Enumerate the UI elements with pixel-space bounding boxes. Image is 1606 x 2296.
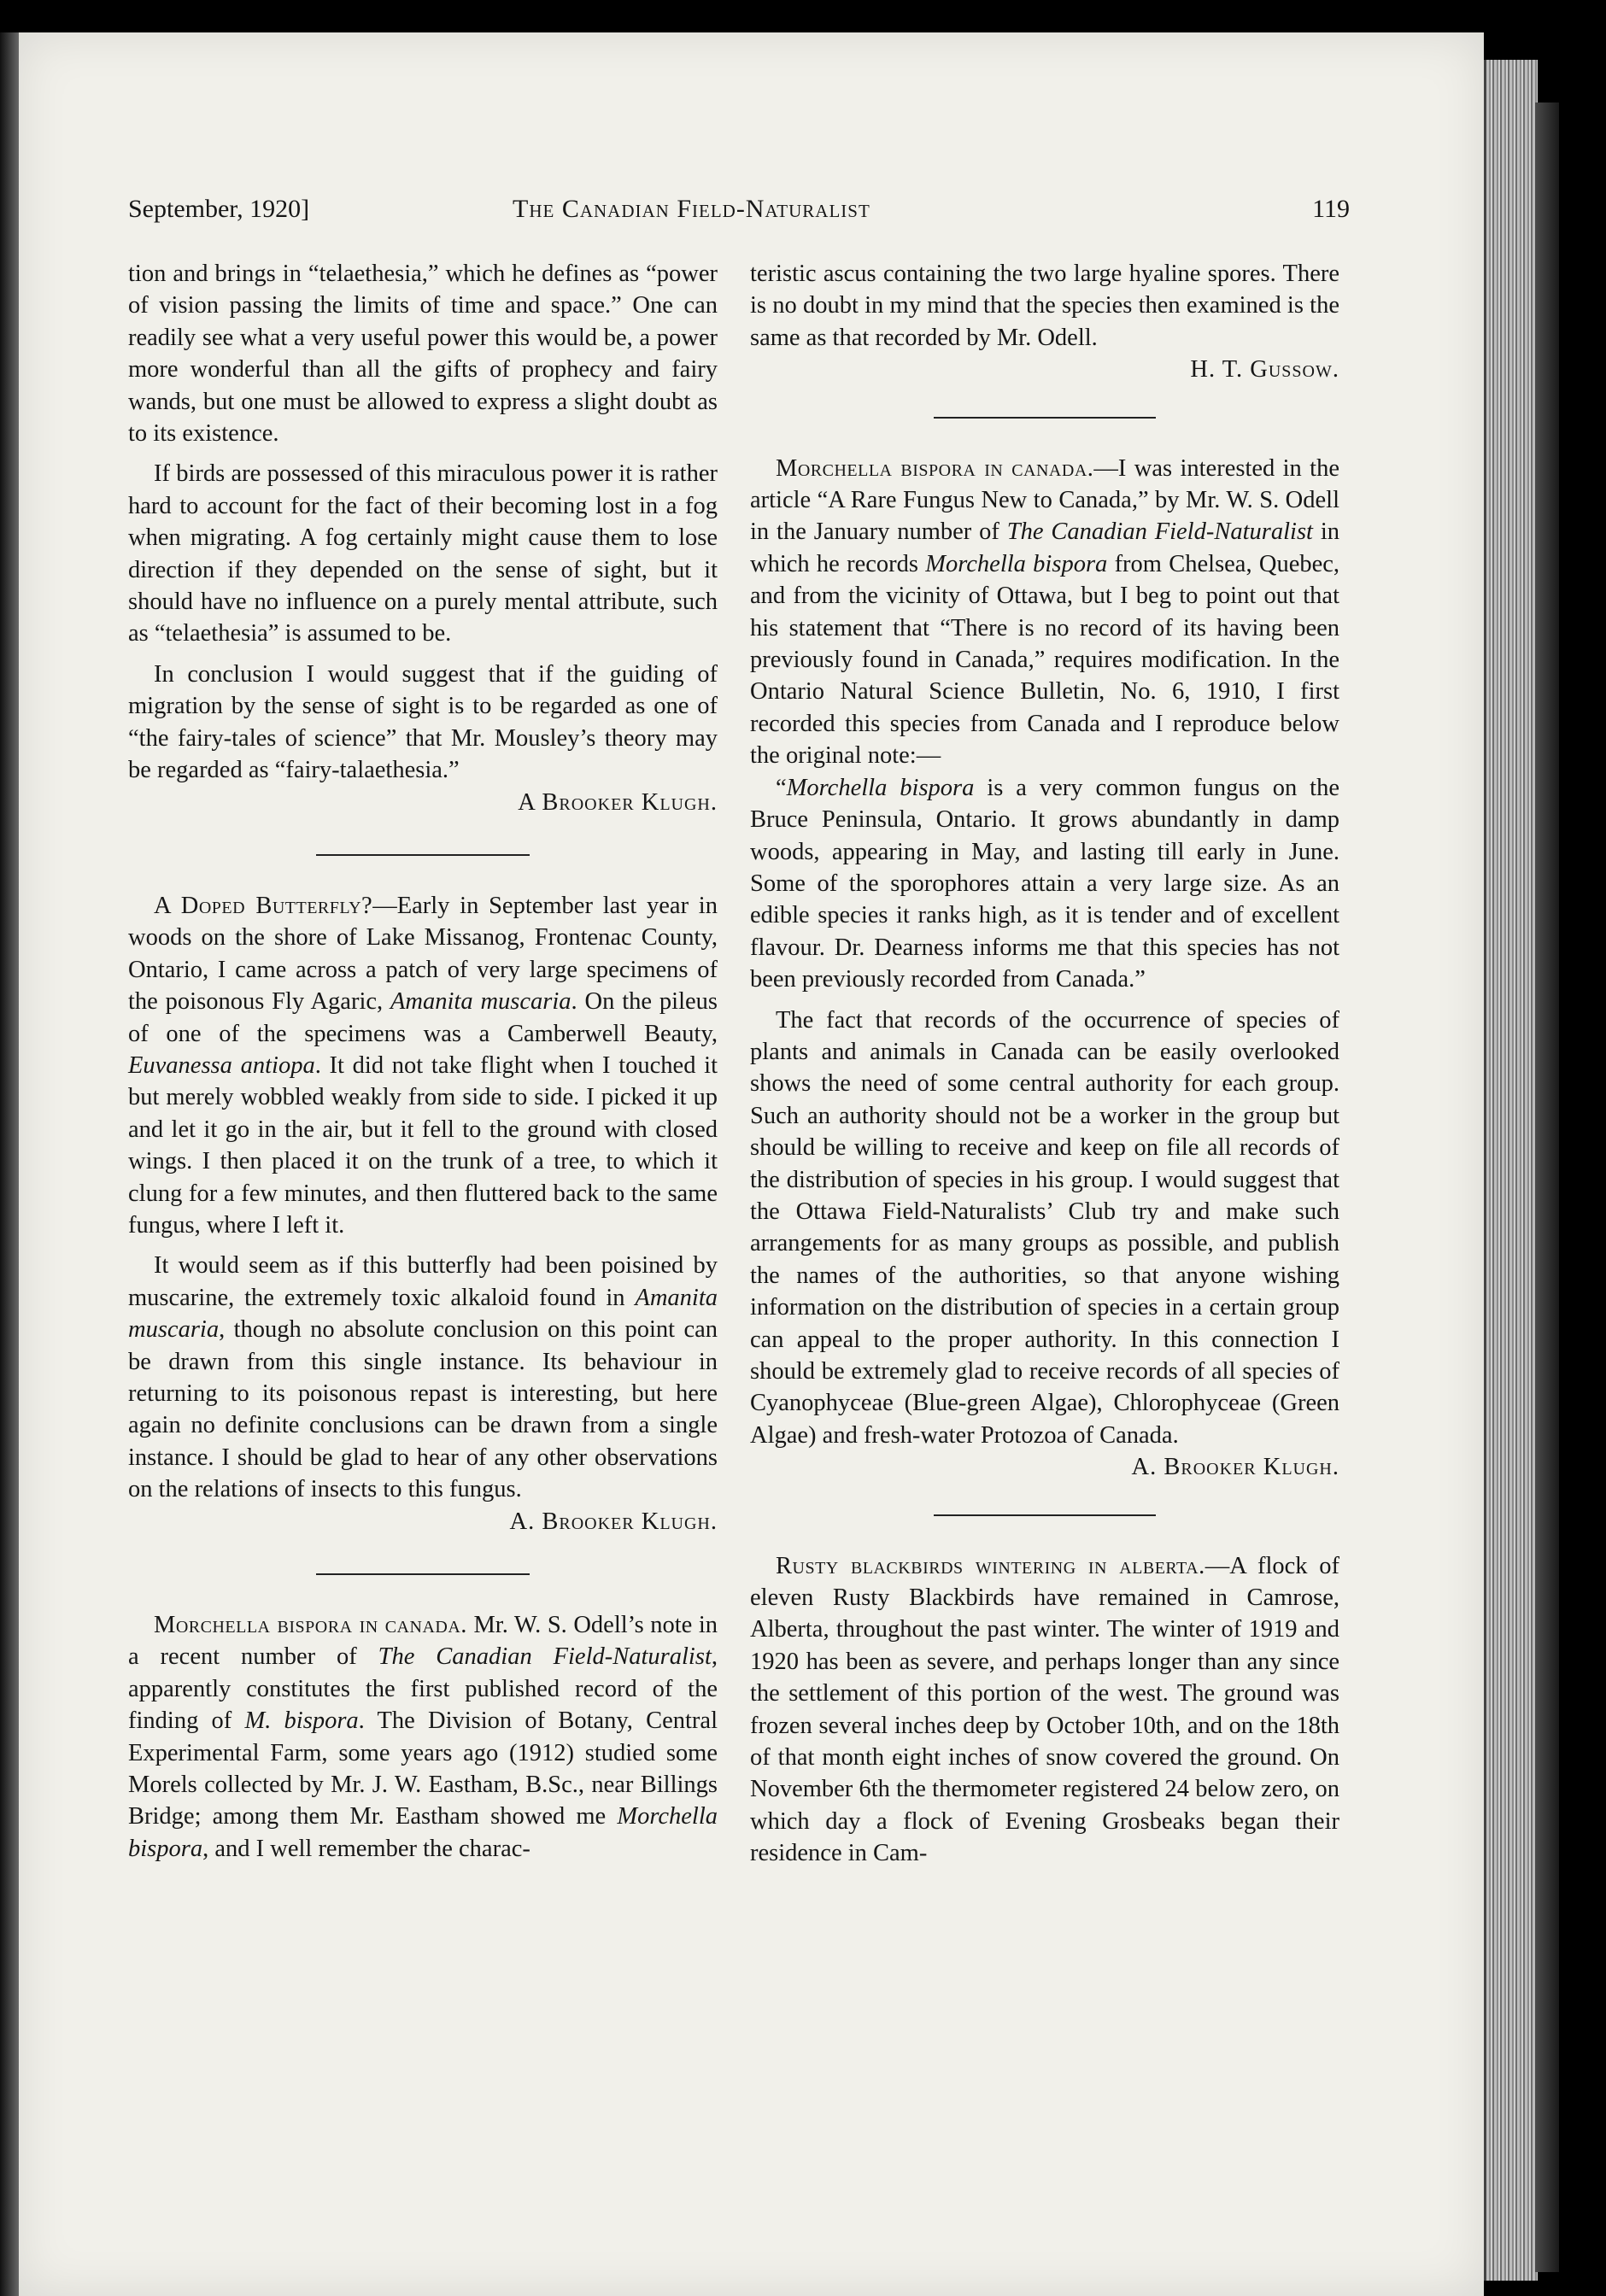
text-run: . It did not take flight when I touched it but merely wobbled weakly from side to side. I picked it up and let it go in the air, but it fell to the ground with closed wings. I then placed it on the trunk of a tree, to which it clung for a few minutes, and then fluttered back to the same fungus, where I left it. — [128, 1051, 718, 1239]
left-column — [128, 258, 718, 1865]
text-run: . On the pileus of one of the specimens was a Camberwell Beauty, — [128, 988, 718, 1047]
species-name: Morchella bispora — [786, 774, 975, 801]
paragraph: tion and brings in “telaethesia,” which he defines as “power of vision passing the limits of time and space.” One can readily see what a very useful power this would be, a power more wonderful than all the gifts of prophecy and fairy wands, but one must be allowed to express a slight doubt as to its existence. — [128, 261, 718, 448]
article-title: Morchella bispora in canada. — [154, 1612, 467, 1639]
species-name: Amanita muscaria — [128, 1284, 718, 1344]
text-run: —Early in September last year in woods on the shore of Lake Missanog, Frontenac County, Ontario, I came across a patch of very large specimens of the poisonous Fly Agaric, — [128, 892, 718, 1016]
header-date: September, 1920] — [128, 195, 310, 223]
page-stack-edge — [1484, 60, 1538, 2281]
section-divider — [316, 1573, 530, 1575]
article-title: A Doped Butterfly? — [154, 892, 373, 919]
signature: A Brooker Klugh. — [518, 788, 718, 816]
text-run: is a very common fungus on the Bruce Peninsula, Ontario. It grows abundantly in damp woods, appearing in May, and lasting till early in June. Some of the sporophores attain a very large size. As an edible species it ranks high, as it is tender and of excellent flavour. Dr. Dearness informs me that this species has not been previously recorded from Canada.” — [750, 774, 1339, 993]
signature: A. Brooker Klugh. — [1131, 1454, 1339, 1481]
species-name: Euvanessa antiopa — [128, 1051, 315, 1079]
text-run: “ — [776, 774, 787, 801]
article-rusty-blackbirds — [750, 1550, 1339, 1870]
section-divider — [316, 854, 530, 856]
species-name: Morchella bispora — [925, 550, 1108, 577]
header-page-number: 119 — [1312, 195, 1350, 223]
header-journal-title: The Canadian Field-Naturalist — [513, 195, 870, 223]
journal-name: The Canadian Field-Naturalist — [1006, 518, 1313, 546]
text-run: . The Division of Botany, Central Experimental Farm, some years ago (1912) studied some Morels collected by Mr. J. W. Eastham, B.Sc., near Billings Bridge; among them Mr. Eastham showed me — [128, 1707, 718, 1830]
paragraph: In conclusion I would suggest that if the guiding of migration by the sense of sight is to be regarded as one of “the fairy-tales of science” that Mr. Mousley’s theory may be regarded as “fairy-talaethesia.” — [128, 660, 718, 784]
article-title: Morchella bispora in canada. — [776, 454, 1094, 482]
signature: H. T. Gussow. — [1190, 356, 1339, 384]
text-run: —A flock of eleven Rusty Blackbirds have remained in Camrose, Alberta, throughout the past winter. The winter of 1919 and 1920 has been as severe, and perhaps longer than any since the settlement of this portion of the west. The ground was frozen several inches deep by October 10th, and on the 18th of that month eight inches of snow covered the ground. On November 6th the thermometer registered 24 below zero, on which day a flock of Evening Grosbeaks began their residence in Cam- — [750, 1552, 1339, 1867]
article-morchella-odell — [128, 1609, 718, 1865]
paragraph: If birds are possessed of this miraculous power it is rather hard to account for the fact of their becoming lost in a fog when migrating. A fog certainly might cause them to lose direction if they depended on the sense of sight, but it should have no influence on a purely mental attribute, such as “telaethesia” is assumed to be. — [128, 460, 718, 647]
section-divider — [934, 1514, 1156, 1516]
species-name: Amanita muscaria — [390, 988, 571, 1016]
text-run: , apparently constitutes the first published record of the finding of — [128, 1643, 718, 1735]
species-name: M. bispora — [244, 1707, 359, 1735]
journal-name: The Canadian Field-Naturalist — [378, 1643, 712, 1671]
article-morchella-klugh — [750, 453, 1339, 772]
quoted-note — [750, 772, 1339, 996]
text-run: —I was interested in the article “A Rare Fungus New to Canada,” by Mr. W. S. Odell in the January number of — [750, 454, 1339, 546]
book-cover-edge — [1535, 102, 1559, 2272]
section-divider — [934, 417, 1156, 419]
text-run: It would seem as if this butterfly had been poisined by muscarine, the extremely toxic alkaloid found in — [128, 1252, 718, 1311]
text-run: from Chelsea, Quebec, and from the vicinity of Ottawa, but I beg to point out that his statement that “There is no record of its having been previously found in Canada,” requires modification. In the Ontario Natural Science Bulletin, No. 6, 1910, I first recorded this species from Canada and I reproduce below the original note:— — [750, 550, 1340, 770]
paragraph: teristic ascus containing the two large hyaline spores. There is no doubt in my mind that the species then examined is the same as that recorded by Mr. Odell. — [750, 261, 1339, 351]
text-run: in which he records — [750, 518, 1339, 577]
article-title: Rusty blackbirds wintering in alberta. — [776, 1552, 1205, 1579]
text-run: , though no absolute conclusion on this point can be drawn from this single instance. Its behaviour in returning to its poisonous repast is interesting, but here again no definite conclusions can be drawn from a single instance. I should be glad to hear of any other observations on the relations of insects to this fungus. — [128, 1316, 718, 1503]
paragraph — [128, 1250, 718, 1505]
text-run: Mr. W. S. Odell’s note in a recent number of — [128, 1612, 718, 1671]
running-header — [128, 195, 1350, 229]
right-column — [750, 258, 1339, 1870]
article-doped-butterfly — [128, 890, 718, 1241]
text-run: , and I well remember the charac- — [202, 1835, 530, 1862]
signature: A. Brooker Klugh. — [509, 1508, 718, 1535]
species-name: Morchella bispora — [128, 1803, 718, 1862]
paragraph: The fact that records of the occurrence of species of plants and animals in Canada can be easily overlooked shows the need of some central authority for each group. Such an authority should not be a worker in the group but should be willing to receive and keep on file all records of the distribution of species in his group. I would suggest that the Ottawa Field-Naturalists’ Club try and make such arrangements for as many groups as possible, and publish the names of the authorities, so that anyone wishing information on the distribution of species in a certain group can appeal to the proper authority. In this connection I should be extremely glad to receive records of all species of Cyanophyceae (Blue-green Algae), Chlorophyceae (Green Algae) and fresh-water Protozoa of Canada. — [750, 1006, 1339, 1449]
